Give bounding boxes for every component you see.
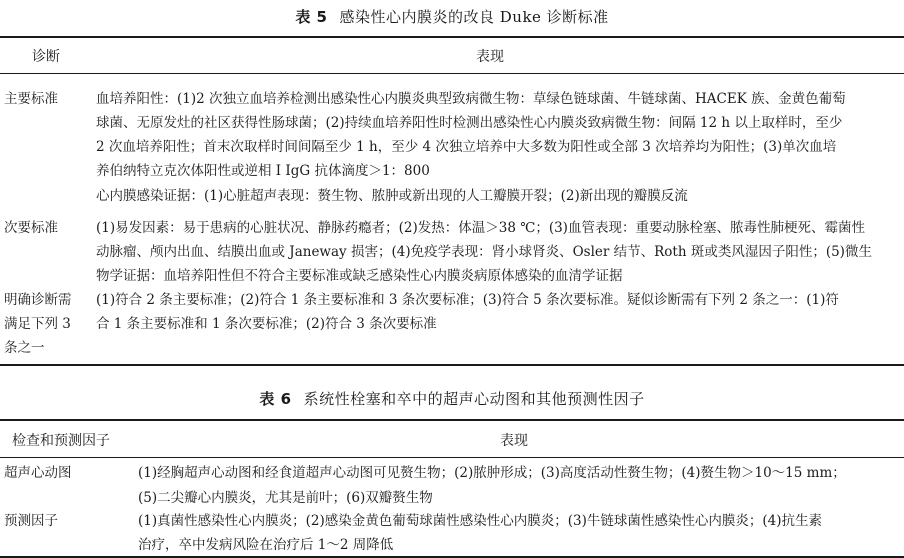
table5-row-minor-line: (1)易发因素：易于患病的心脏状况、静脉药瘾者；(2)发热：体温＞38 ℃；(3)血管表现：重要动脉栓塞、脓毒性肺梗死、霉菌性 [96, 220, 865, 236]
table5-row-definite-label: 满足下列 3 [4, 316, 71, 332]
table6-row-echo-line: (5)二尖瓣心内膜炎，尤其是前叶；(6)双瓣赘生物 [138, 490, 433, 506]
table5-bottom-rule [0, 364, 904, 366]
table5-number: 表 5 [295, 8, 328, 26]
table5-header-rule [0, 73, 904, 74]
table5-title: 感染性心内膜炎的改良 Duke 诊断标准 [339, 8, 609, 26]
table5-row-definite-line: (1)符合 2 条主要标准；(2)符合 1 条主要标准和 3 条次要标准；(3)符合 5 条次要标准。疑似诊断需有下列 2 条之一：(1)符 [96, 292, 839, 308]
table6-title: 系统性栓塞和卒中的超声心动图和其他预测性因子 [303, 390, 645, 408]
table5-top-rule [0, 36, 904, 38]
table5-header-diagnosis: 诊断 [32, 49, 60, 65]
table6-header-expression: 表现 [500, 433, 528, 449]
table5-row-minor-line: 物学证据：血培养阳性但不符合主要标准或缺乏感染性心内膜炎病原体感染的血清学证据 [96, 268, 623, 284]
table6-header-rule [0, 457, 904, 458]
table5-row-major-line: 球菌、无原发灶的社区获得性肠球菌；(2)持续血培养阳性时检测出感染性心内膜炎致病微生物：间隔 12 h 以上取样时，至少 [96, 115, 843, 131]
table6-top-rule [0, 419, 904, 421]
table6-caption [0, 388, 904, 409]
table6-row-predictor-label: 预测因子 [4, 513, 58, 529]
table5-header-expression: 表现 [476, 49, 504, 65]
table5-row-definite-label: 条之一 [4, 340, 45, 356]
table5-row-minor-line: 动脉瘤、颅内出血、结膜出血或 Janeway 损害；(4)免疫学表现：肾小球肾炎、Osler 结节、Roth 斑或类风湿因子阳性；(5)微生 [96, 244, 872, 260]
table5-row-definite-line: 合 1 条主要标准和 1 条次要标准；(2)符合 3 条次要标准 [96, 316, 437, 332]
table5-row-minor-label: 次要标准 [4, 220, 58, 236]
table5-row-definite-label: 明确诊断需 [4, 292, 72, 308]
table6-row-predictor-line: 治疗，卒中发病风险在治疗后 1～2 周降低 [138, 537, 394, 553]
table6-header-item: 检查和预测因子 [12, 433, 110, 449]
table5-row-major-label: 主要标准 [4, 91, 58, 107]
table5-row-major-line: 心内膜感染证据：(1)心脏超声表现：赘生物、脓肿或新出现的人工瓣膜开裂；(2)新出现的瓣膜反流 [96, 188, 688, 204]
table5-row-major-line: 血培养阳性：(1)2 次独立血培养检测出感染性心内膜炎典型致病微生物：草绿色链球菌、牛链球菌、HACEK 族、金黄色葡萄 [96, 91, 846, 107]
table6-bottom-rule [0, 556, 904, 558]
table5-row-major-line: 养伯纳特立克次体阳性或逆相 I IgG 抗体滴度＞1：800 [96, 163, 430, 179]
table6-row-echo-line: (1)经胸超声心动图和经食道超声心动图可见赘生物；(2)脓肿形成；(3)高度活动性赘生物；(4)赘生物＞10～15 mm； [138, 465, 846, 481]
table5-row-major-line: 2 次血培养阳性；首末次取样时间间隔至少 1 h，至少 4 次独立培养中大多数为阳性或全部 3 次培养均为阳性；(3)单次血培 [96, 139, 837, 155]
table6-number: 表 6 [259, 390, 292, 408]
table6-row-predictor-line: (1)真菌性感染性心内膜炎；(2)感染金黄色葡萄球菌性感染性心内膜炎；(3)牛链球菌性感染性心内膜炎；(4)抗生素 [138, 513, 822, 529]
table6-row-echo-label: 超声心动图 [4, 465, 72, 481]
table5-caption [0, 6, 904, 27]
